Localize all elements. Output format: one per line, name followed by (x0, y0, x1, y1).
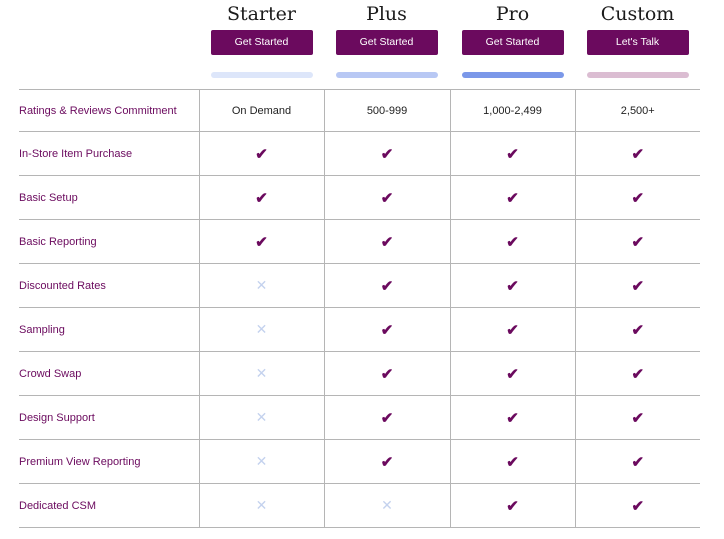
feature-cell (324, 220, 450, 264)
check-icon: ✔ (380, 189, 394, 207)
get-started-plus-button[interactable]: Get Started (336, 30, 438, 55)
check-icon: ✔ (631, 321, 645, 339)
table-row (19, 396, 700, 440)
cross-icon: ✕ (255, 277, 268, 293)
plan-name: Plus (366, 3, 407, 25)
feature-cell (324, 176, 450, 220)
feature-value: 500-999 (324, 90, 450, 132)
plan-color-bar (211, 72, 313, 78)
cross-icon: ✕ (255, 365, 268, 381)
check-icon: ✔ (506, 497, 519, 515)
feature-cell (324, 264, 450, 308)
check-icon: ✔ (631, 189, 645, 207)
check-icon: ✔ (631, 497, 645, 515)
feature-cell (450, 220, 575, 264)
feature-cell (199, 220, 324, 264)
check-icon: ✔ (506, 145, 519, 163)
feature-cell (450, 352, 575, 396)
plan-name: Pro (495, 3, 530, 25)
feature-cell (450, 308, 575, 352)
table-row (19, 220, 700, 264)
feature-cell (199, 132, 324, 176)
check-icon: ✔ (631, 233, 645, 251)
feature-cell (324, 484, 450, 528)
feature-label: Dedicated CSM (19, 484, 199, 528)
feature-cell (575, 352, 700, 396)
feature-cell (575, 132, 700, 176)
check-icon: ✔ (506, 365, 519, 383)
feature-cell (199, 176, 324, 220)
feature-cell (199, 352, 324, 396)
feature-label: Ratings & Reviews Commitment (19, 90, 199, 132)
feature-value: 2,500+ (575, 90, 700, 132)
feature-cell (324, 396, 450, 440)
check-icon: ✔ (506, 453, 519, 471)
feature-cell (575, 264, 700, 308)
check-icon: ✔ (506, 233, 519, 251)
feature-cell (575, 484, 700, 528)
table-row (19, 264, 700, 308)
feature-cell (199, 308, 324, 352)
feature-cell (450, 132, 575, 176)
feature-value: On Demand (199, 90, 324, 132)
check-icon: ✔ (255, 189, 268, 207)
check-icon: ✔ (506, 409, 519, 427)
check-icon: ✔ (380, 145, 394, 163)
feature-cell (575, 440, 700, 484)
check-icon: ✔ (380, 233, 394, 251)
check-icon: ✔ (631, 409, 645, 427)
plan-header-custom (575, 0, 700, 78)
check-icon: ✔ (380, 409, 394, 427)
plan-name: Starter (226, 3, 297, 25)
cross-icon: ✕ (255, 453, 268, 469)
feature-cell (450, 176, 575, 220)
feature-label: Discounted Rates (19, 264, 199, 308)
feature-label: Sampling (19, 308, 199, 352)
lets-talk-button[interactable]: Let's Talk (587, 30, 689, 55)
check-icon: ✔ (631, 365, 645, 383)
plan-name: Custom (600, 3, 675, 25)
plan-color-bar (587, 72, 689, 78)
check-icon: ✔ (506, 321, 519, 339)
feature-value: 1,000-2,499 (450, 90, 575, 132)
feature-comparison-table (19, 89, 700, 528)
feature-cell (199, 264, 324, 308)
check-icon: ✔ (631, 453, 645, 471)
feature-cell (450, 396, 575, 440)
feature-cell (450, 440, 575, 484)
feature-cell (575, 396, 700, 440)
cross-icon: ✕ (255, 321, 268, 337)
table-row (19, 352, 700, 396)
plan-color-bar (336, 72, 438, 78)
feature-label: Design Support (19, 396, 199, 440)
feature-cell (575, 308, 700, 352)
feature-label: Basic Reporting (19, 220, 199, 264)
check-icon: ✔ (506, 189, 519, 207)
cross-icon: ✕ (255, 409, 268, 425)
check-icon: ✔ (380, 321, 394, 339)
table-row (19, 176, 700, 220)
feature-cell (199, 484, 324, 528)
table-row (19, 484, 700, 528)
feature-cell (575, 220, 700, 264)
check-icon: ✔ (380, 365, 394, 383)
feature-cell (450, 264, 575, 308)
table-row (19, 308, 700, 352)
cross-icon: ✕ (255, 497, 268, 513)
cross-icon: ✕ (381, 497, 393, 513)
feature-label: In-Store Item Purchase (19, 132, 199, 176)
feature-cell (575, 176, 700, 220)
check-icon: ✔ (631, 277, 645, 295)
check-icon: ✔ (380, 453, 394, 471)
get-started-starter-button[interactable]: Get Started (211, 30, 313, 55)
feature-cell (324, 352, 450, 396)
check-icon: ✔ (380, 277, 394, 295)
plan-header-pro (450, 0, 575, 78)
feature-cell (324, 132, 450, 176)
feature-cell (324, 440, 450, 484)
plan-header-plus (324, 0, 449, 78)
feature-label: Basic Setup (19, 176, 199, 220)
check-icon: ✔ (255, 145, 268, 163)
table-row (19, 440, 700, 484)
check-icon: ✔ (506, 277, 519, 295)
table-row (19, 90, 700, 132)
feature-label: Crowd Swap (19, 352, 199, 396)
table-row (19, 132, 700, 176)
feature-cell (199, 396, 324, 440)
feature-label: Premium View Reporting (19, 440, 199, 484)
get-started-pro-button[interactable]: Get Started (462, 30, 564, 55)
feature-cell (199, 440, 324, 484)
feature-cell (450, 484, 575, 528)
plan-color-bar (462, 72, 564, 78)
check-icon: ✔ (255, 233, 268, 251)
feature-cell (324, 308, 450, 352)
plan-header-starter (199, 0, 324, 78)
check-icon: ✔ (631, 145, 645, 163)
